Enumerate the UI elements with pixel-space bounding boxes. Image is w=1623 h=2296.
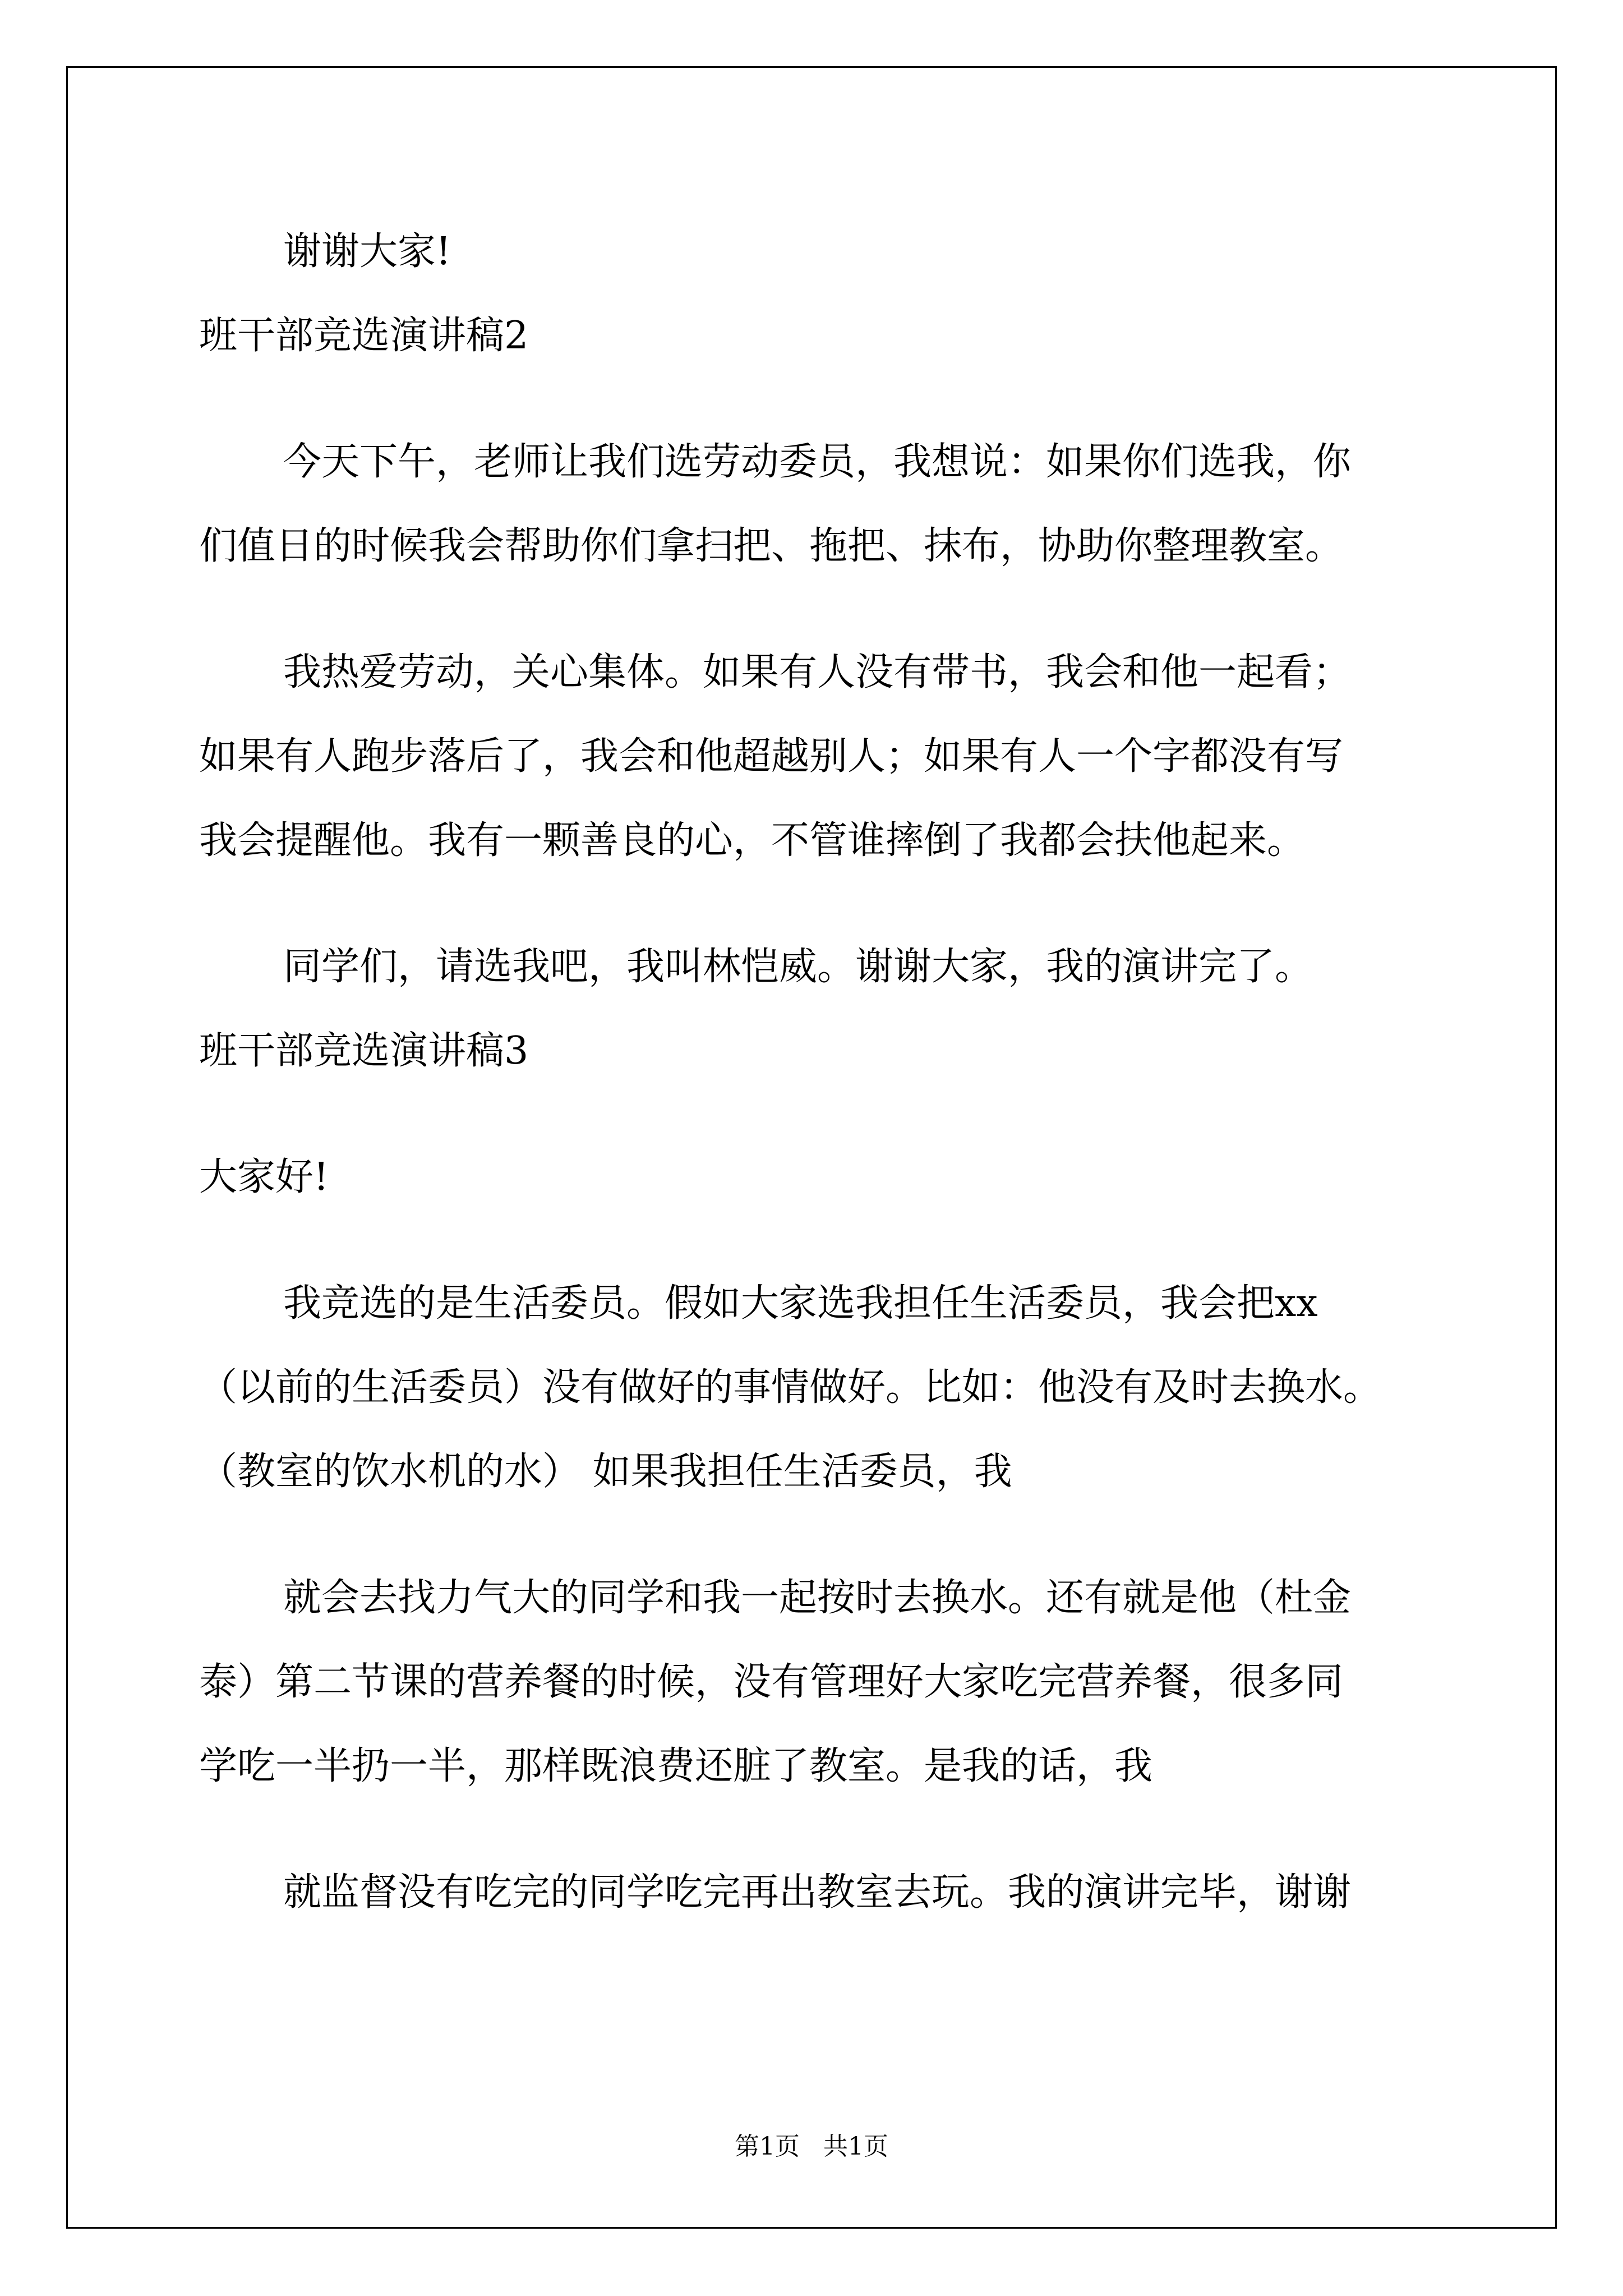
paragraph-line: 们值日的时候我会帮助你们拿扫把、拖把、抹布，协助你整理教室。 xyxy=(199,524,1344,568)
paragraph-line: 我热爱劳动，关心集体。如果有人没有带书，我会和他一起看； xyxy=(283,650,1352,694)
paragraph-line: 泰）第二节课的营养餐的时候，没有管理好大家吃完营养餐，很多同 xyxy=(199,1660,1344,1704)
page-number-footer: 第1页 共1页 xyxy=(735,2132,888,2161)
paragraph-line: 就会去找力气大的同学和我一起按时去换水。还有就是他（杜金 xyxy=(283,1576,1352,1620)
paragraph-line: 同学们，请选我吧，我叫林恺威。谢谢大家，我的演讲完了。 xyxy=(283,945,1313,989)
paragraph-line: 学吃一半扔一半，那样既浪费还脏了教室。是我的话，我 xyxy=(199,1744,1153,1788)
paragraph-line: 今天下午，老师让我们选劳动委员，我想说：如果你们选我，你 xyxy=(283,440,1352,484)
paragraph-line: 就监督没有吃完的同学吃完再出教室去玩。我的演讲完毕，谢谢 xyxy=(283,1870,1352,1915)
paragraph-line: 我竞选的是生活委员。假如大家选我担任生活委员，我会把xx xyxy=(283,1281,1318,1326)
paragraph-line: 如果有人跑步落后了，我会和他超越别人；如果有人一个字都没有写 xyxy=(199,734,1344,779)
section-heading-3: 班干部竞选演讲稿3 xyxy=(199,1029,529,1073)
section-heading-2: 班干部竞选演讲稿2 xyxy=(199,314,529,358)
paragraph-line: （以前的生活委员）没有做好的事情做好。比如：他没有及时去换水。 xyxy=(199,1365,1382,1410)
closing-thanks: 谢谢大家! xyxy=(283,229,451,274)
paragraph-line: 我会提醒他。我有一颗善良的心，不管谁摔倒了我都会扶他起来。 xyxy=(199,818,1306,863)
paragraph-line: （教室的饮水机的水） 如果我担任生活委员，我 xyxy=(199,1450,1012,1494)
greeting: 大家好! xyxy=(199,1155,329,1199)
